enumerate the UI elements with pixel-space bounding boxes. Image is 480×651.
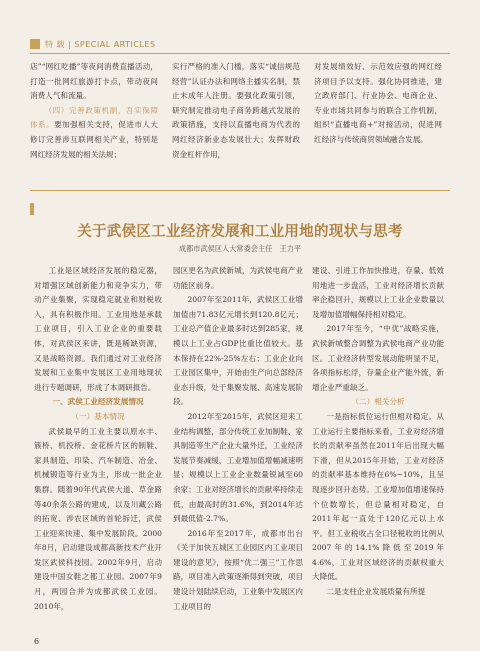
body-paragraph: 一是指标低位运行但相对稳定。从工业运行主要指标来看，工业对经济增长的贡献率虽然在2011年后出现大幅下滑，但从2015年开始，工业对经济的贡献率基本维持在6%~10%，且呈现逐步回升态势。工业增加值增速保持个位数增长，但总量相对稳定，自2011年起一直处于120亿元以上水平。但工业税收占全口径税收的比例从2007年的14.1%降低至2019年4.6%，工业对区域经济的贡献权重大大降低。	[312, 411, 444, 582]
section-heading: 一、武侯工业经济发展情况	[52, 397, 144, 407]
intro-paragraph: 工业是区域经济发展的稳定器，对增强区域创新能力和竞争实力，带动产业集聚，实现稳定就业和财税收入，具有积极作用。工业用地是承载工业项目，引入工业企业的重要载体，对武侯区来讲，既是稀缺资源，又是战略资源。我们通过对工业经济发展和工业集中发展区工业用地现状进行专题调研，形成了本调研报告。	[34, 266, 162, 392]
body-paragraph: 2007年至2011年，武侯区工业增加值由71.83亿元增长到120.8亿元；工业总产值企业最多时达到285家，规模以上工业占GDP比重比值较大。基本保持在22%-25%左右；工业企业向工业园区集中，开始由生产向总部经济业态升级，处于集聚发展、高速发展阶段。	[173, 295, 303, 407]
body-paragraph: 园区更名为武侯新城，为武侯电商产业功能区前身。	[173, 266, 303, 290]
section-mark-icon	[30, 39, 40, 49]
top-column-2	[172, 60, 300, 162]
subsection-heading: （二）相关分析	[351, 397, 405, 407]
article-column-3	[312, 264, 444, 600]
article-column-2	[173, 264, 303, 614]
top-column-1	[30, 60, 158, 162]
body-paragraph: 2012年至2015年，武侯区迎来工业结构调整，部分传统工业加制鞋、家具制造等生产企业大量外迁，工业经济发展节奏减缓，工业增加值增幅减速明显；规模以上工业企业数量锐减至60余家；工业对经济增长的贡献率持续走低，由最高时的31.6%，到2014年达到最低值-2.7%。	[173, 411, 303, 524]
title-accent-bar	[30, 203, 34, 215]
article-author: 成都市武侯区人大常委会主任 王力平	[178, 244, 302, 253]
body-paragraph: 二是支柱企业发展质量有所提	[326, 587, 426, 597]
body-paragraph: 2017年至今，“中优”战略实施，武侯新城整合调整为武侯电商产业功能区。工业经济转型发展动能明显不足，各项指标松浮，存量企业产能外流，新增企业严重缺乏。	[312, 324, 444, 392]
subsection-heading: （一）基本情况	[71, 411, 125, 421]
top-col1-para	[30, 104, 158, 162]
header-rule	[30, 53, 450, 54]
top-col1-text: 要加强相关支持，促进市人大修订完善涉互联网相关产业，特别是网红经济发展的相关法规；	[30, 120, 159, 159]
article-column-1	[34, 264, 162, 614]
section-label: 特 载 | SPECIAL ARTICLES	[45, 39, 156, 49]
body-paragraph: 武侯最早的工业主要以原水丰、簇桥、机投桥、金花桥片区的制鞋、家具制造、印染、汽车制造、冶金、机械锻造等行业为主，形成一批企业集群。随着90年代武侯大道、草金路等40余条公路的建成，以及川藏公路的拓宽、涉农区域的首轮拆迁，武侯工业迎来快速、集中发展阶段。2000年8月，启动建设成都高新技术产业开发区武侯科技园。2002年9月，启动建设中国女鞋之都工业园。2007年9月，两园合并为成都武侯工业园。2010年，	[34, 426, 162, 611]
body-paragraph: 2016年至2017年，成都市出台《关于加快五城区工业园区内工业项目建设的意见》，按照“优二强三”工作思路，项目准入政策逐渐得到突破，项目建设计划陆续启动，工业集中发展区内工业项目的	[173, 528, 303, 611]
body-paragraph: 建设、引进工作加快推进，存量、低效用地进一步盘活，工业对经济增长贡献率企稳回升，规模以上工业企业数量以及增加值增幅保持相对稳定。	[312, 266, 444, 319]
page-number: 6	[34, 637, 40, 646]
subheading: （四）完善政策机制，吾实保障体系。	[30, 105, 158, 130]
top-col2-para: 实行严格的准入门槛，落实“诚信规范经营”认证办法和网络主播实名制，禁止未成年人注册。要强化政策引领，研究制定推动电子商务跨越式发展的政策措施，支持以直播电商为代表的网红经济新业态发展壮大；发挥财政资金杠杆作用，	[172, 62, 300, 159]
top-column-3	[314, 60, 442, 148]
top-col1-para: 店”“网红吃播”等夜间消费直播活动，打造一批网红旅游打卡点，带动夜间消费人气和流量。	[30, 62, 158, 101]
top-col3-para: 对发展绩效好、示范效应强的网红经济项目予以支持。强化协同推进，建立政府部门、行业协会、电商企业、专业市场共同参与的联合工作机制，组织“直播电商+”对接活动，促进网红经济与传统商贸领域融合发展。	[314, 62, 442, 144]
section-divider	[30, 190, 450, 191]
section-header	[30, 36, 450, 52]
article-title: 关于武侯区工业经济发展和工业用地的现状与思考	[77, 223, 403, 240]
